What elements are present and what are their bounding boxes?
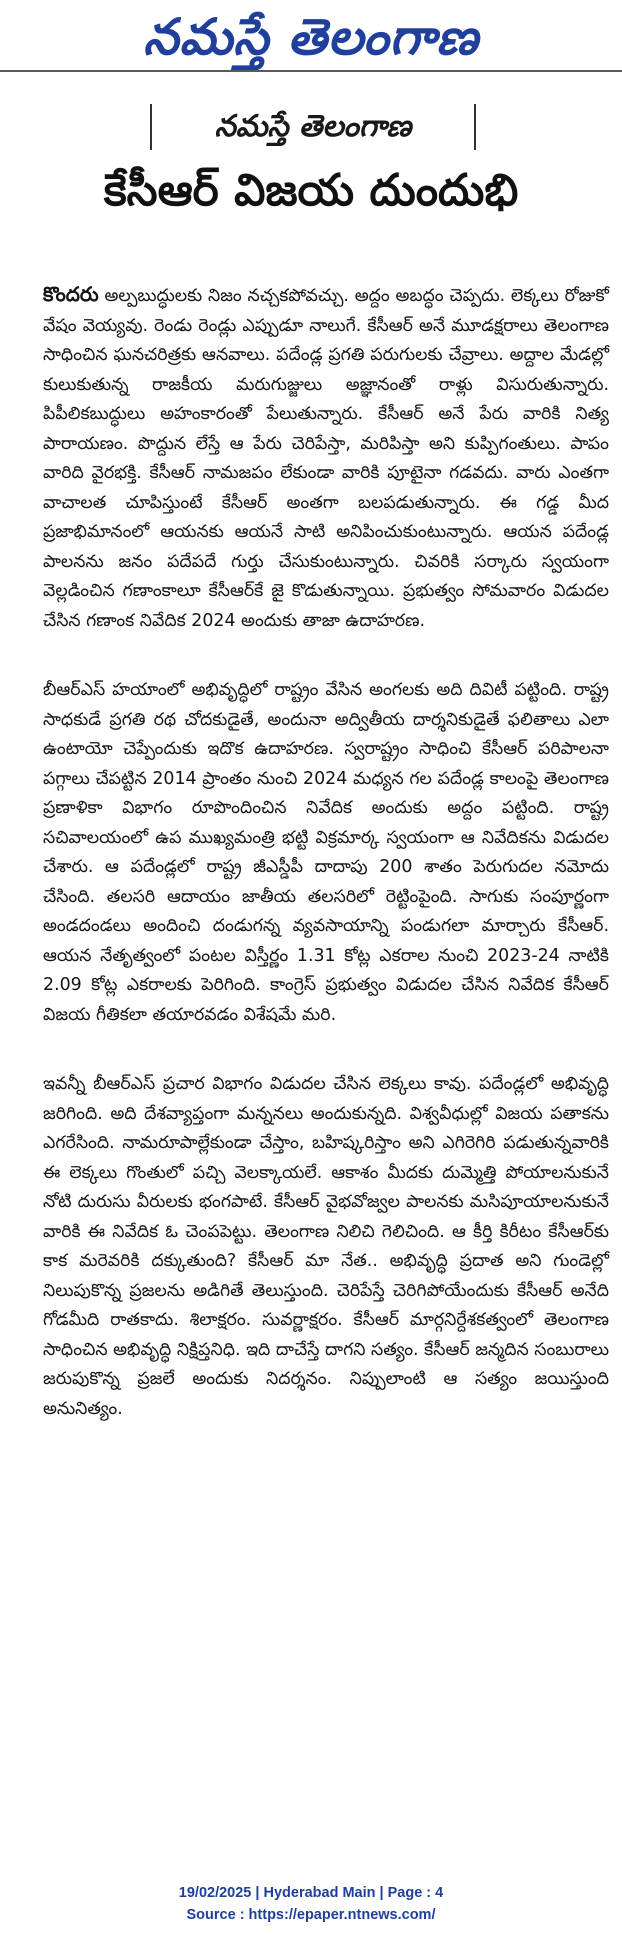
article-paragraph-1 [43,280,609,636]
lead-word: కొందరు [43,282,99,306]
column-label: నమస్తే తెలంగాణ [214,109,412,144]
paragraph-1-text: అల్పబుద్ధులకు నిజం నచ్చకపోవచ్చు. అద్దం అబద్ధం చెప్పదు. లెక్కలు రోజుకో వేషం వెయ్యవు. రెండు రెండ్లు ఎప్పుడూ నాలుగే. కేసీఆర్ అనే మూడక్షరాలు తెలంగాణ సాధించిన ఘనచరిత్రకు ఆనవాలు. పదేండ్ల ప్రగతి పరుగులకు చేవ్రాలు. అద్దాల మేడల్లో కులుకుతున్న రాజకీయ మరుగుజ్జులు అజ్ఞానంతో రాళ్లు విసురుతున్నారు. పిపీలికబుద్ధులు అహంకారంతో పేలుతున్నారు. కేసీఆర్ అనే పేరు వారికి నిత్య పారాయణం. పొద్దున లేస్తే ఆ పేరు చెరిపేస్తా, మరిపిస్తా అని కుప్పిగంతులు. పాపం వారిది వైరభక్తి. కేసీఆర్ నామజపం లేకుండా వారికి పూటైనా గడవదు. వారు ఎంతగా వాచాలత చూపిస్తుంటే కేసీఆర్ అంతగా బలపడుతున్నారు. ఈ గడ్డ మీద ప్రజాభిమానంలో ఆయనకు ఆయనే సాటి అనిపించుకుంటున్నారు. ఆయన పదేండ్ల పాలనను జనం పదేపదే గుర్తు చేసుకుంటున్నారు. చివరికి సర్కారు స్వయంగా వెల్లడించిన గణాంకాలూ కేసీఆర్‌కే జై కొడుతున్నాయి. ప్రభుత్వం సోమవారం విడుదల చేసిన గణాంక నివేదిక 2024 అందుకు తాజా ఉదాహరణ. [43,286,609,631]
newspaper-logo: నమస్తే తెలంగాణ [143,8,479,66]
article-paragraph-2: బీఆర్‌ఎస్ హయాంలో అభివృద్ధిలో రాష్ట్రం వేసిన అంగలకు అది దివిటీ పట్టింది. రాష్ట్ర సాధకుడే ప్రగతి రథ చోదకుడైతే, అందునా అద్వితీయ దార్శనికుడైతే ఫలితాలు ఎలా ఉంటాయో చెప్పేందుకు ఇదొక ఉదాహరణ. స్వరాష్ట్రం సాధించి కేసీఆర్ పరిపాలనా పగ్గాలు చేపట్టిన 2014 ప్రాంతం నుంచి 2024 మధ్యన గల పదేండ్ల కాలంపై తెలంగాణ ప్రణాళికా విభాగం రూపొందించిన నివేదిక అందుకు అద్దం పట్టింది. రాష్ట్ర సచివాలయంలో ఉప ముఖ్యమంత్రి భట్టి విక్రమార్క స్వయంగా ఆ నివేదికను విడుదల చేశారు. ఆ పదేండ్లలో రాష్ట్ర జీఎస్డీపీ దాదాపు 200 శాతం పెరుగుదల నమోదు చేసింది. తలసరి ఆదాయం జాతీయ తలసరిలో రెట్టింపైంది. సాగుకు సంపూర్ణంగా అండదండలు అందించి దండుగన్న వ్యవసాయాన్ని పండుగలా మార్చారు కేసీఆర్. ఆయన నేతృత్వంలో పంటల విస్తీర్ణం 1.31 కోట్ల ఎకరాల నుంచి 2023-24 నాటికి 2.09 కోట్ల ఎకరాలకు పెరిగింది. కాంగ్రెస్ ప్రభుత్వం విడుదల చేసిన నివేదిక కేసీఆర్ విజయ గీతికలా తయారవడం విశేషమే మరి. [43,680,609,1025]
masthead-divider [0,70,622,72]
article-headline: కేసీఆర్ విజయ దుందుభి [103,165,519,216]
dateline: 19/02/2025 | Hyderabad Main | Page : 4 [178,1885,444,1901]
source-line: Source : https://epaper.ntnews.com/ [186,1907,436,1923]
article-paragraph-3: ఇవన్నీ బీఆర్‌ఎస్ ప్రచార విభాగం విడుదల చేసిన లెక్కలు కావు. పదేండ్లలో అభివృద్ధి జరిగింది. అది దేశవ్యాప్తంగా మన్ననలు అందుకున్నది. విశ్వవీధుల్లో విజయ పతాకను ఎగరేసింది. నామరూపాల్లేకుండా చేస్తాం, బహిష్కరిస్తాం అని ఎగిరెగిరి పడుతున్నవారికి ఈ లెక్కలు గొంతులో పచ్చి వెలక్కాయలే. ఆకాశం మీదకు దుమ్మెత్తి పోయాలనుకునే నోటి దురుసు వీరులకు భంగపాటే. కేసీఆర్ వైభవోజ్వల పాలనకు మసిపూయాలనుకునే వారికి ఈ నివేదిక ఓ చెంపపెట్టు. తెలంగాణ నిలిచి గెలిచింది. ఆ కీర్తి కిరీటం కేసీఆర్‌కు కాక మరెవరికి దక్కుతుంది? కేసీఆర్ మా నేత.. అభివృద్ధి ప్రదాత అని గుండెల్లో నిలుపుకొన్న ప్రజలను అడిగితే తెలుస్తుంది. చెరిపేస్తే చెరిగిపోయేందుకు కేసీఆర్ అనేది గోడమీది రాతకాదు. శిలాక్షరం. సువర్ణాక్షరం. కేసీఆర్ మార్గనిర్దేశకత్వంలో తెలంగాణ సాధించిన అభివృద్ధి నిక్షిప్తనిధి. ఇది దాచేస్తే దాగని సత్యం. కేసీఆర్ జన్మదిన సంబురాలు జరుపుకొన్న ప్రజలే అందుకు నిదర్శనం. నిప్పులాంటి ఆ సత్యం జయిస్తుంది అనునిత్యం. [43,1074,609,1419]
masthead [0,0,622,78]
page-footer [0,1882,622,1926]
article-body [43,280,609,1424]
column-label-box [150,104,476,150]
